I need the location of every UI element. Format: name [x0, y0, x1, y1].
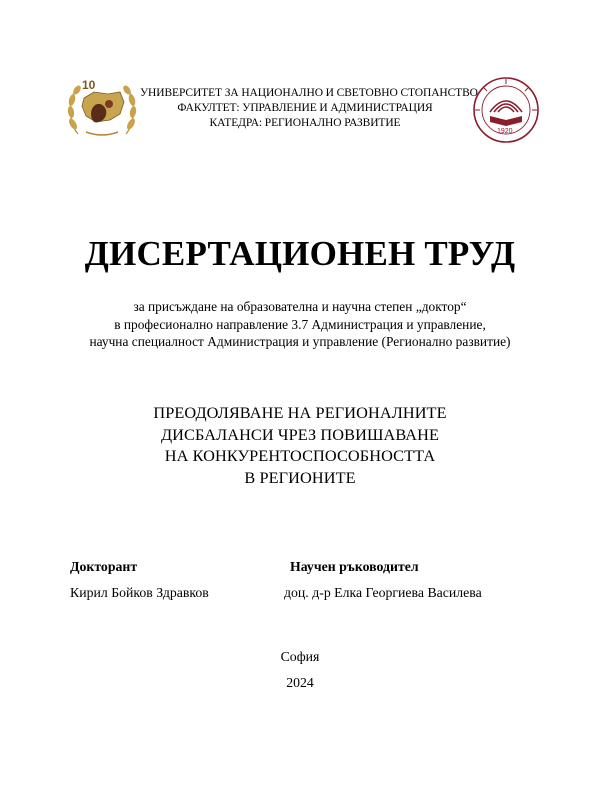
- document-title: ДИСЕРТАЦИОНЕН ТРУД: [84, 234, 516, 273]
- university-name: УНИВЕРСИТЕТ ЗА НАЦИОНАЛНО И СВЕТОВНО СТОПАНСТВО: [140, 87, 478, 99]
- dissertation-topic: [0, 402, 600, 488]
- supervisor-label: Научен ръководител: [290, 559, 419, 574]
- seal-year: 1920: [497, 128, 513, 135]
- doctoral-student-label: Докторант: [70, 559, 138, 574]
- topic-line: В РЕГИОНИТЕ: [244, 467, 356, 487]
- doctoral-student-name: Кирил Бойков Здравков: [70, 585, 209, 600]
- year: 2024: [286, 675, 314, 690]
- department-name: КАТЕДРА: РЕГИОНАЛНО РАЗВИТИЕ: [209, 117, 401, 129]
- degree-line: научна специалност Администрация и управление (Регионално развитие): [89, 334, 511, 349]
- degree-statement: [0, 298, 600, 351]
- degree-line: за присъждане на образователна и научна степен „доктор“: [133, 299, 467, 314]
- regional-development-emblem-icon: [64, 72, 140, 144]
- degree-line: в професионално направление 3.7 Администрация и управление,: [114, 316, 486, 332]
- topic-line: ПРЕОДОЛЯВАНЕ НА РЕГИОНАЛНИТЕ: [153, 403, 447, 422]
- topic-line: НА КОНКУРЕНТОСПОСОБНОСТТА: [164, 446, 436, 465]
- supervisor-name: доц. д-р Елка Георгиева Василева: [284, 585, 482, 600]
- emblem-number: 10: [82, 78, 96, 92]
- institution-header: [140, 86, 478, 131]
- faculty-name: ФАКУЛТЕТ: УПРАВЛЕНИЕ И АДМИНИСТРАЦИЯ: [177, 102, 433, 114]
- city: София: [280, 649, 320, 664]
- unwe-seal-icon: [472, 76, 540, 144]
- topic-line: ДИСБАЛАНСИ ЧРЕЗ ПОВИШАВАНЕ: [160, 424, 440, 444]
